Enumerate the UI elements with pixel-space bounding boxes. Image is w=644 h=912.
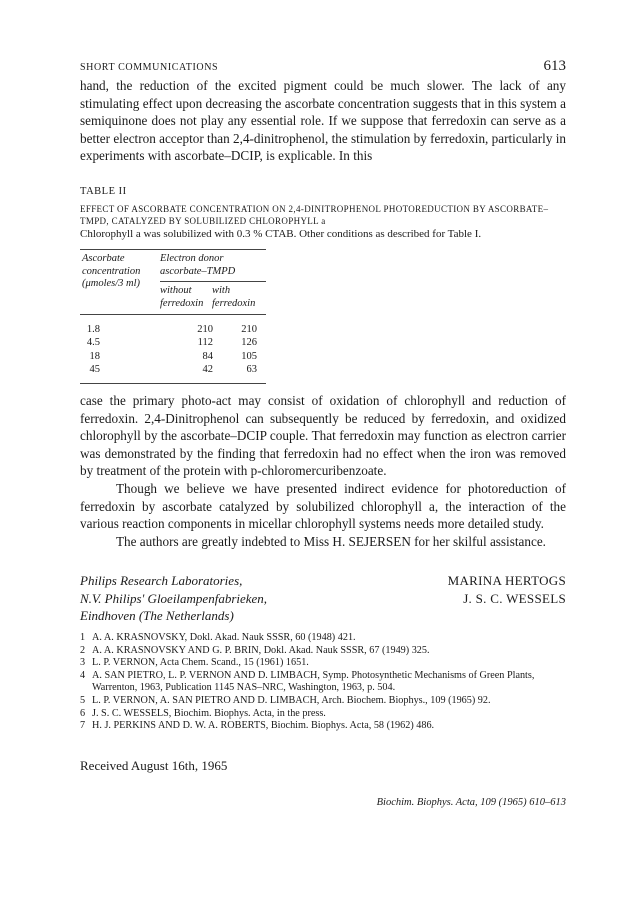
col-header-ascorbate: Ascorbate concentration (μmoles/3 ml) bbox=[82, 253, 141, 289]
journal-citation: Biochim. Biophys. Acta, 109 (1965) 610–613 bbox=[376, 797, 566, 808]
table-bottom-rule bbox=[80, 383, 266, 384]
paragraph-conclusion: Though we believe we have presented indirect evidence for photoreduction of ferredoxin by ascorbate catalyzed by solubilized chlorophyll a, the interaction of the various reaction components in micellar chlorophyll systems needs more detailed study. bbox=[80, 480, 566, 532]
table-row: 1.8 210 210 bbox=[86, 324, 257, 335]
table-body bbox=[80, 323, 266, 377]
running-head: SHORT COMMUNICATIONS bbox=[80, 62, 219, 73]
table-row: 45 42 63 bbox=[89, 364, 257, 376]
body-text-top bbox=[80, 77, 566, 165]
body-text-bottom bbox=[80, 392, 566, 550]
authors bbox=[448, 572, 566, 607]
table-top-rule bbox=[80, 249, 266, 250]
table-row: 18 84 105 bbox=[89, 350, 257, 362]
table-note: Chlorophyll a was solubilized with 0.3 % CTAB. Other conditions as described for Table I. bbox=[80, 228, 482, 240]
table-row: 4.5 112 126 bbox=[86, 337, 257, 349]
col-header-without: without ferredoxin bbox=[160, 285, 204, 309]
reference-item: 5 L. P. VERNON, A. SAN PIETRO AND D. LIMBACH, Arch. Biochem. Biophys., 109 (1965) 92. bbox=[80, 694, 491, 706]
author-name: MARINA HERTOGS bbox=[447, 573, 566, 588]
table-title: EFFECT OF ASCORBATE CONCENTRATION ON 2,4-DINITROPHENOL PHOTOREDUCTION BY ASCORBATE–TMPD, CATALYZED BY SOLUBILIZED CHLOROPHYLL a bbox=[80, 204, 549, 226]
author-name: J. S. C. WESSELS bbox=[463, 590, 566, 606]
reference-item: 4 A. SAN PIETRO, L. P. VERNON AND D. LIMBACH, Symp. Photosynthetic Mechanisms of Green Plants, Warrenton, 1963, Publication 1145 NAS–NRC, Washington, 1963, p. 504. bbox=[80, 669, 535, 694]
paragraph-primary-photo-act: case the primary photo-act may consist of oxidation of chlorophyll and reduction of ferredoxin. 2,4-Dinitrophenol can subsequently be reduced by ferredoxin, and oxidized chlorophyll by the ascorbate–DCIP couple. That ferredoxin may function as electron carrier was demonstrated by the finding that ferredoxin had no effect when the iron was removed by treatment of the protein with p-chloromercuribenzoate. bbox=[80, 393, 566, 479]
reference-item: 7 H. J. PERKINS AND D. W. A. ROBERTS, Biochim. Biophys. Acta, 58 (1962) 486. bbox=[80, 720, 435, 732]
group-header-rule bbox=[160, 281, 266, 282]
page-number: 613 bbox=[543, 58, 566, 74]
paragraph-acknowledgement: The authors are greatly indebted to Miss H. SEJERSEN for her skilful assistance. bbox=[116, 533, 546, 549]
table-number: TABLE II bbox=[80, 186, 127, 197]
paragraph-continuation: hand, the reduction of the excited pigment could be much slower. The lack of any stimulating effect upon decreasing the ascorbate concentration suggests that in this system a semiquinone does not play any essential role. If we suppose that ferredoxin can serve as a better electron acceptor than 2,4-dinitrophenol, the stimulation by ferredoxin, particularly in experiments with ascorbate–DCIP, is explicable. In this bbox=[80, 78, 566, 164]
affiliation: Philips Research Laboratories, N.V. Philips' Gloeilampenfabrieken, Eindhoven (The Netherlands) bbox=[80, 573, 268, 624]
reference-item: 1 A. A. KRASNOVSKY, Dokl. Akad. Nauk SSSR, 60 (1948) 421. bbox=[80, 632, 356, 643]
col-group-header-electron-donor: Electron donor ascorbate–TMPD bbox=[160, 253, 236, 277]
table-header-rule bbox=[80, 314, 266, 315]
reference-item: 3 L. P. VERNON, Acta Chem. Scand., 15 (1961) 1651. bbox=[80, 657, 309, 669]
reference-list bbox=[80, 632, 566, 733]
received-date: Received August 16th, 1965 bbox=[80, 758, 228, 773]
reference-item: 6 J. S. C. WESSELS, Biochim. Biophys. Acta, in the press. bbox=[80, 707, 326, 719]
reference-item: 2 A. A. KRASNOVSKY AND G. P. BRIN, Dokl. Akad. Nauk SSSR, 67 (1949) 325. bbox=[80, 644, 430, 656]
col-header-with: with ferredoxin bbox=[212, 285, 256, 309]
